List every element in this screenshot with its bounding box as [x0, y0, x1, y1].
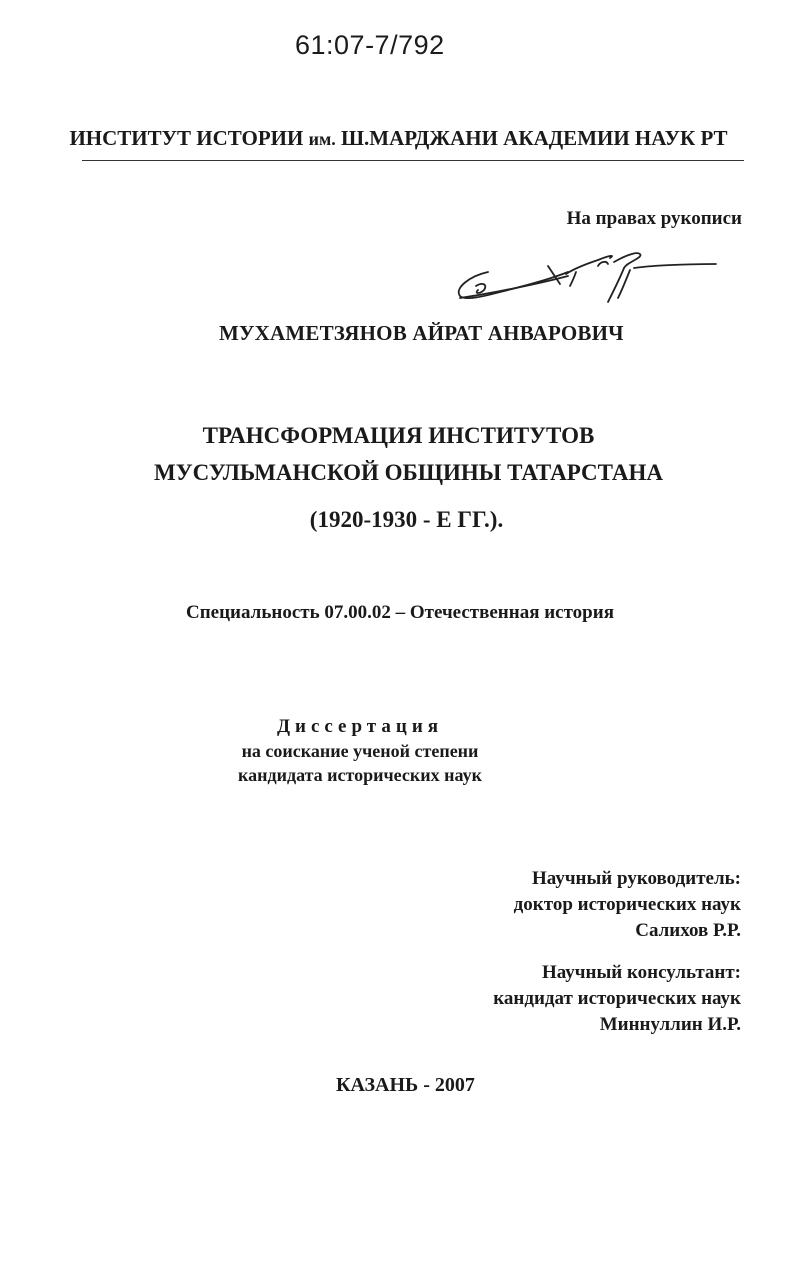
- dissertation-heading: Диссертация: [276, 716, 444, 737]
- signature-stroke-9: [618, 270, 630, 298]
- manuscript-note: На правах рукописи: [566, 208, 742, 229]
- consultant-degree: кандидат исторических наук: [493, 988, 741, 1009]
- title-line-3: (1920-1930 - Е ГГ.).: [309, 507, 504, 532]
- header-divider: [82, 160, 744, 161]
- supervisor-block: [514, 866, 741, 944]
- signature-stroke-3: [460, 276, 568, 298]
- institution-part-2: им.: [308, 129, 336, 149]
- title-line-2: МУСУЛЬМАНСКОЙ ОБЩИНЫ ТАТАРСТАНА: [154, 460, 663, 485]
- title-line-1: ТРАНСФОРМАЦИЯ ИНСТИТУТОВ: [202, 423, 595, 448]
- signature-stroke-1: [459, 272, 568, 298]
- institution-header: [0, 126, 797, 151]
- author-name: МУХАМЕТЗЯНОВ АЙРАТ АНВАРОВИЧ: [219, 321, 624, 345]
- signature-stroke-7: [614, 253, 640, 268]
- signature-stroke-8: [608, 268, 624, 302]
- dissertation-line-2: кандидата исторических наук: [238, 765, 482, 785]
- consultant-block: [493, 960, 741, 1038]
- author-signature: [448, 246, 718, 308]
- supervisor-name: Салихов Р.Р.: [635, 920, 741, 941]
- consultant-role: Научный консультант:: [541, 962, 741, 983]
- city-year: КАЗАНЬ - 2007: [336, 1074, 475, 1096]
- signature-stroke-11: [598, 262, 608, 266]
- catalog-number: 61:07-7/792: [295, 30, 445, 60]
- dissertation-block: [180, 715, 540, 787]
- supervisor-role: Научный руководитель:: [532, 868, 741, 889]
- dissertation-line-1: на соискание ученой степени: [241, 741, 479, 761]
- institution-part-3: Ш.МАРДЖАНИ АКАДЕМИИ НАУК РТ: [335, 126, 728, 150]
- signature-stroke-5: [566, 256, 612, 274]
- supervisor-degree: доктор исторических наук: [513, 894, 741, 915]
- institution-part-1: ИНСТИТУТ ИСТОРИИ: [69, 126, 309, 150]
- specialty: Специальность 07.00.02 – Отечественная история: [186, 602, 614, 623]
- consultant-name: Миннуллин И.Р.: [599, 1014, 741, 1035]
- signature-stroke-6: [570, 272, 576, 286]
- signature-stroke-10: [634, 264, 716, 268]
- signature-stroke-2: [476, 284, 485, 293]
